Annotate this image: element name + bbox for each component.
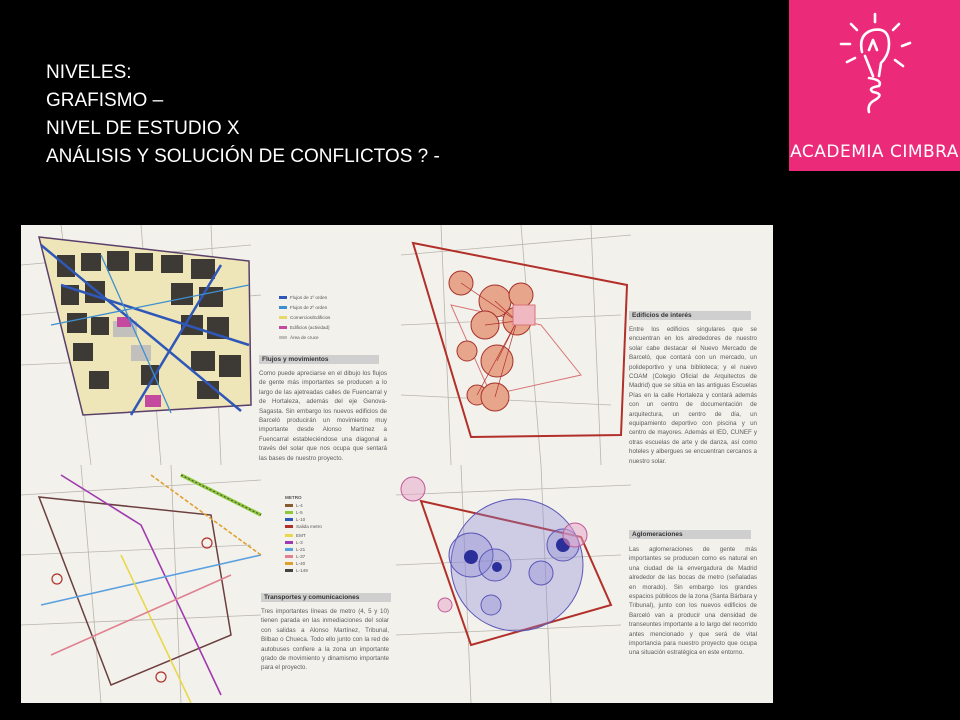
heading-flujos: Flujos y movimientos <box>259 355 379 364</box>
heading-aglomeraciones: Aglomeraciones <box>629 530 751 539</box>
legend-item: L-40 <box>285 561 305 566</box>
heading-edificios: Edificios de interés <box>629 311 751 320</box>
legend-item: Salida metro <box>285 524 322 529</box>
legend-item: Área de cruce <box>279 335 319 340</box>
legend-item: L-4 <box>285 503 303 508</box>
text-flujos: Como puede apreciarse en el dibujo los flujos de gente más importantes se producen a lo largo de las ajetreadas calles de Fuencarral y de Hortaleza, además del eje Genova-Sagasta. Sin embargo los nuevos edificios de Barceló producirán un movimiento muy importante desde Alonso Martínez a Fuencarral estableciéndose una diagonal a través del solar que nos ocupa que sentará las bases de nuestro proyecto. <box>259 370 387 462</box>
text-aglomeraciones: Las aglomeraciones de gente más importantes se producen como es natural en una ciudad de la envergadura de Madrid alrededor de las bocas de metro (señaladas en morado). Sin embargo los grandes espacios públicos de la zona (Santa Bárbara y Tribunal), junto con los nuevos edificios de Barceló van a producir una densidad de transeuntes importante a lo largo del recorrido antes mencionado y que será de vital importancia para nuestro proyecto que ocupa una situación estratégica en este entorno. <box>629 546 757 657</box>
title-line-2: GRAFISMO – <box>46 90 164 111</box>
legend-item: L-149 <box>285 568 308 573</box>
heading-transportes: Transportes y comunicaciones <box>261 593 391 602</box>
legend-title: METRO <box>285 495 302 500</box>
title-line-1: NIVELES: <box>46 62 132 83</box>
legend-item: L-3 <box>285 540 303 545</box>
map-aglomeraciones <box>401 477 611 645</box>
map-transportes <box>39 475 261 703</box>
academia-cimbra-logo <box>789 0 960 171</box>
slide-title <box>46 59 440 171</box>
legend-item: Flujos de 1º orden <box>279 295 327 300</box>
legend-item: Flujos de 2º orden <box>279 305 327 310</box>
legend-item: L-5 <box>285 510 303 515</box>
legend-item: L-10 <box>285 517 305 522</box>
legend-item: Edificios (actividad) <box>279 325 330 330</box>
legend-item: Comercios/Edificios <box>279 315 330 320</box>
legend-item: L-21 <box>285 547 305 552</box>
title-line-3: NIVEL DE ESTUDIO X <box>46 118 240 139</box>
analysis-sheet <box>21 225 773 703</box>
text-edificios: Entre los edificios singulares que se encuentran en los alrededores de nuestro solar cabe destacar el Nuevo Mercado de Barceló, que contará con un mercado, un polideportivo y una biblioteca; y el nuevo COAM (Colegio Oficial de Arquitectos de Madrid) que se sitúa en las antiguas Escuelas Pías en la calle Hortaleza y contará además con un centro de documentación de arquitectura, un centro de día, un equipamiento deportivo con piscina y un centro de mayores. Además el IED, CUNEF y otras escuelas de arte y de danza, así como hoteles y albergues se encuentran cercanos a nuestro solar. <box>629 326 757 465</box>
text-transportes: Tres importantes líneas de metro (4, 5 y 10) tienen parada en las inmediaciones del solar con salidas a Alonso Martínez, Tribunal, Bilbao o Chueca. Todo ello junto con la red de autobuses confiere a la zona un importante grado de movimiento y dinamismo importante para el proyecto. <box>261 608 389 672</box>
map-edificios <box>413 243 627 437</box>
title-line-4: ANÁLISIS Y SOLUCIÓN DE CONFLICTOS ? - <box>46 146 440 167</box>
map-flujos <box>39 237 251 415</box>
legend-item: L-37 <box>285 554 305 559</box>
logo-text: ACADEMIA CIMBRA <box>790 142 959 162</box>
legend-item: EMT <box>285 533 306 538</box>
